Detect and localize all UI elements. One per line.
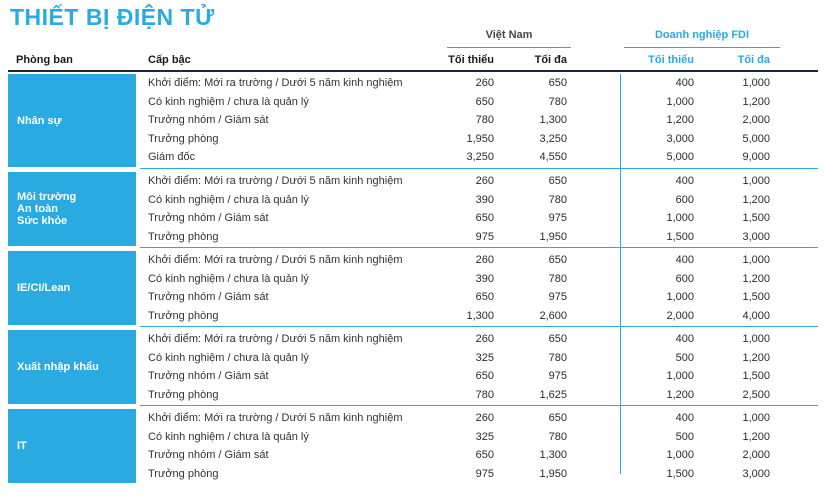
department-name: Xuất nhập khẩu xyxy=(17,361,99,373)
column-header-fdi-min: Tối thiểu xyxy=(648,54,694,66)
table-row xyxy=(0,270,831,288)
table-row xyxy=(0,148,831,166)
cell-fdi-min: 400 xyxy=(675,77,694,89)
cell-fdi-max: 1,500 xyxy=(742,291,770,304)
table-row xyxy=(0,307,831,325)
department-group xyxy=(0,330,831,404)
cell-fdi-max: 1,200 xyxy=(742,95,770,108)
cell-vn-min: 650 xyxy=(475,95,494,108)
cell-level: Trưởng nhóm / Giám sát xyxy=(148,212,269,225)
cell-fdi-min: 1,000 xyxy=(666,370,694,383)
cell-fdi-min: 1,500 xyxy=(666,467,694,480)
department-name: IT xyxy=(17,440,27,452)
cell-vn-max: 780 xyxy=(548,272,567,285)
cell-fdi-min: 400 xyxy=(675,333,694,345)
cell-vn-max: 1,950 xyxy=(539,230,567,243)
table-row xyxy=(0,111,831,129)
cell-fdi-max: 9,000 xyxy=(742,151,770,164)
cell-fdi-min: 400 xyxy=(675,175,694,187)
cell-vn-min: 650 xyxy=(475,212,494,225)
cell-fdi-min: 1,500 xyxy=(666,230,694,243)
cell-fdi-max: 2,000 xyxy=(742,114,770,127)
cell-vn-min: 1,300 xyxy=(466,309,494,322)
cell-vn-max: 780 xyxy=(548,351,567,364)
cell-fdi-max: 1,200 xyxy=(742,193,770,206)
department-group xyxy=(0,409,831,483)
cell-level: Giám đốc xyxy=(148,151,196,164)
column-header-level: Cấp bậc xyxy=(148,54,191,66)
cell-level: Có kinh nghiệm / chưa là quản lý xyxy=(148,430,309,443)
cell-vn-max: 1,625 xyxy=(539,388,567,401)
cell-fdi-max: 1,200 xyxy=(742,430,770,443)
cell-vn-min: 3,250 xyxy=(466,151,494,164)
group-underline-fdi xyxy=(624,47,780,48)
cell-fdi-min: 1,000 xyxy=(666,449,694,462)
cell-vn-max: 975 xyxy=(548,291,567,304)
cell-fdi-min: 600 xyxy=(675,272,694,285)
cell-level: Có kinh nghiệm / chưa là quản lý xyxy=(148,95,309,108)
table-row xyxy=(0,74,831,92)
cell-fdi-min: 5,000 xyxy=(666,151,694,164)
group-separator xyxy=(140,326,818,327)
cell-fdi-max: 1,000 xyxy=(742,77,770,89)
cell-fdi-min: 400 xyxy=(675,254,694,266)
cell-level: Trưởng phòng xyxy=(148,230,219,243)
table-row xyxy=(0,172,831,190)
cell-vn-min: 780 xyxy=(475,388,494,401)
cell-vn-min: 260 xyxy=(475,254,494,266)
cell-fdi-max: 2,500 xyxy=(742,388,770,401)
cell-vn-max: 650 xyxy=(548,412,567,424)
cell-vn-min: 260 xyxy=(475,333,494,345)
cell-fdi-min: 500 xyxy=(675,351,694,364)
cell-vn-min: 390 xyxy=(475,272,494,285)
table-row xyxy=(0,446,831,464)
column-header-vn-max: Tối đa xyxy=(534,54,567,66)
cell-vn-min: 390 xyxy=(475,193,494,206)
cell-vn-max: 780 xyxy=(548,430,567,443)
group-separator xyxy=(140,247,818,248)
cell-vn-min: 325 xyxy=(475,351,494,364)
department-name: Môi trường An toàn Sức khỏe xyxy=(17,191,77,227)
table-row xyxy=(0,251,831,269)
cell-vn-max: 650 xyxy=(548,254,567,266)
cell-vn-max: 4,550 xyxy=(539,151,567,164)
department-group xyxy=(0,172,831,246)
cell-level: Trưởng nhóm / Giám sát xyxy=(148,114,269,127)
cell-fdi-max: 5,000 xyxy=(742,132,770,145)
group-separator xyxy=(140,168,818,169)
cell-fdi-max: 1,000 xyxy=(742,254,770,266)
cell-fdi-max: 1,000 xyxy=(742,333,770,345)
group-underline-vietnam xyxy=(447,47,571,48)
table-row xyxy=(0,130,831,148)
cell-level: Khởi điểm: Mới ra trường / Dưới 5 năm kinh nghiệm xyxy=(148,175,403,187)
cell-fdi-min: 1,200 xyxy=(666,388,694,401)
table-row xyxy=(0,409,831,427)
group-header-fdi: Doanh nghiệp FDI xyxy=(654,29,750,41)
header-divider xyxy=(8,70,818,72)
cell-vn-min: 975 xyxy=(475,467,494,480)
cell-fdi-min: 3,000 xyxy=(666,132,694,145)
department-group xyxy=(0,74,831,167)
cell-vn-max: 780 xyxy=(548,193,567,206)
cell-fdi-min: 1,000 xyxy=(666,291,694,304)
cell-level: Trưởng phòng xyxy=(148,467,219,480)
cell-level: Khởi điểm: Mới ra trường / Dưới 5 năm kinh nghiệm xyxy=(148,77,403,89)
cell-vn-max: 650 xyxy=(548,77,567,89)
cell-fdi-max: 3,000 xyxy=(742,230,770,243)
cell-level: Trưởng nhóm / Giám sát xyxy=(148,291,269,304)
cell-vn-max: 3,250 xyxy=(539,132,567,145)
group-header-vietnam: Việt Nam xyxy=(485,29,533,41)
cell-vn-min: 1,950 xyxy=(466,132,494,145)
department-group xyxy=(0,251,831,325)
cell-fdi-max: 3,000 xyxy=(742,467,770,480)
department-name: Nhân sự xyxy=(17,114,62,127)
cell-vn-min: 260 xyxy=(475,77,494,89)
cell-fdi-max: 2,000 xyxy=(742,449,770,462)
cell-fdi-max: 4,000 xyxy=(742,309,770,322)
cell-level: Trưởng nhóm / Giám sát xyxy=(148,370,269,383)
cell-level: Khởi điểm: Mới ra trường / Dưới 5 năm kinh nghiệm xyxy=(148,254,403,266)
cell-level: Có kinh nghiệm / chưa là quản lý xyxy=(148,272,309,285)
cell-fdi-max: 1,200 xyxy=(742,351,770,364)
table-row xyxy=(0,209,831,227)
column-header-department: Phòng ban xyxy=(16,54,73,66)
cell-level: Khởi điểm: Mới ra trường / Dưới 5 năm kinh nghiệm xyxy=(148,412,403,424)
cell-level: Trưởng phòng xyxy=(148,309,219,322)
cell-vn-max: 1,300 xyxy=(539,449,567,462)
cell-fdi-min: 400 xyxy=(675,412,694,424)
cell-vn-min: 650 xyxy=(475,291,494,304)
department-name: IE/CI/Lean xyxy=(17,282,71,294)
table-row xyxy=(0,428,831,446)
cell-fdi-max: 1,200 xyxy=(742,272,770,285)
table-row xyxy=(0,228,831,246)
cell-vn-max: 650 xyxy=(548,175,567,187)
cell-level: Có kinh nghiệm / chưa là quản lý xyxy=(148,351,309,364)
cell-level: Có kinh nghiệm / chưa là quản lý xyxy=(148,193,309,206)
column-header-fdi-max: Tối đa xyxy=(737,54,770,66)
table-row xyxy=(0,367,831,385)
table-row xyxy=(0,93,831,111)
cell-vn-max: 650 xyxy=(548,333,567,345)
cell-vn-min: 260 xyxy=(475,412,494,424)
cell-fdi-max: 1,000 xyxy=(742,175,770,187)
cell-vn-min: 650 xyxy=(475,449,494,462)
table-row xyxy=(0,386,831,404)
cell-vn-max: 975 xyxy=(548,370,567,383)
cell-level: Trưởng nhóm / Giám sát xyxy=(148,449,269,462)
cell-level: Trưởng phòng xyxy=(148,132,219,145)
cell-fdi-min: 600 xyxy=(675,193,694,206)
cell-fdi-min: 1,000 xyxy=(666,95,694,108)
table-row xyxy=(0,191,831,209)
cell-fdi-max: 1,500 xyxy=(742,370,770,383)
cell-vn-max: 975 xyxy=(548,212,567,225)
cell-vn-max: 2,600 xyxy=(539,309,567,322)
cell-level: Khởi điểm: Mới ra trường / Dưới 5 năm kinh nghiệm xyxy=(148,333,403,345)
cell-vn-max: 1,300 xyxy=(539,114,567,127)
table-row xyxy=(0,465,831,483)
cell-vn-min: 650 xyxy=(475,370,494,383)
cell-vn-max: 780 xyxy=(548,95,567,108)
cell-fdi-min: 500 xyxy=(675,430,694,443)
cell-vn-min: 780 xyxy=(475,114,494,127)
cell-level: Trưởng phòng xyxy=(148,388,219,401)
cell-fdi-max: 1,500 xyxy=(742,212,770,225)
cell-vn-max: 1,950 xyxy=(539,467,567,480)
cell-vn-min: 975 xyxy=(475,230,494,243)
cell-vn-min: 325 xyxy=(475,430,494,443)
page-title: THIẾT BỊ ĐIỆN TỬ xyxy=(10,4,215,30)
table-row xyxy=(0,349,831,367)
cell-fdi-min: 1,200 xyxy=(666,114,694,127)
table-row xyxy=(0,330,831,348)
cell-vn-min: 260 xyxy=(475,175,494,187)
cell-fdi-min: 1,000 xyxy=(666,212,694,225)
cell-fdi-max: 1,000 xyxy=(742,412,770,424)
group-separator xyxy=(140,405,818,406)
table-row xyxy=(0,288,831,306)
cell-fdi-min: 2,000 xyxy=(666,309,694,322)
column-header-vn-min: Tối thiểu xyxy=(448,54,494,66)
